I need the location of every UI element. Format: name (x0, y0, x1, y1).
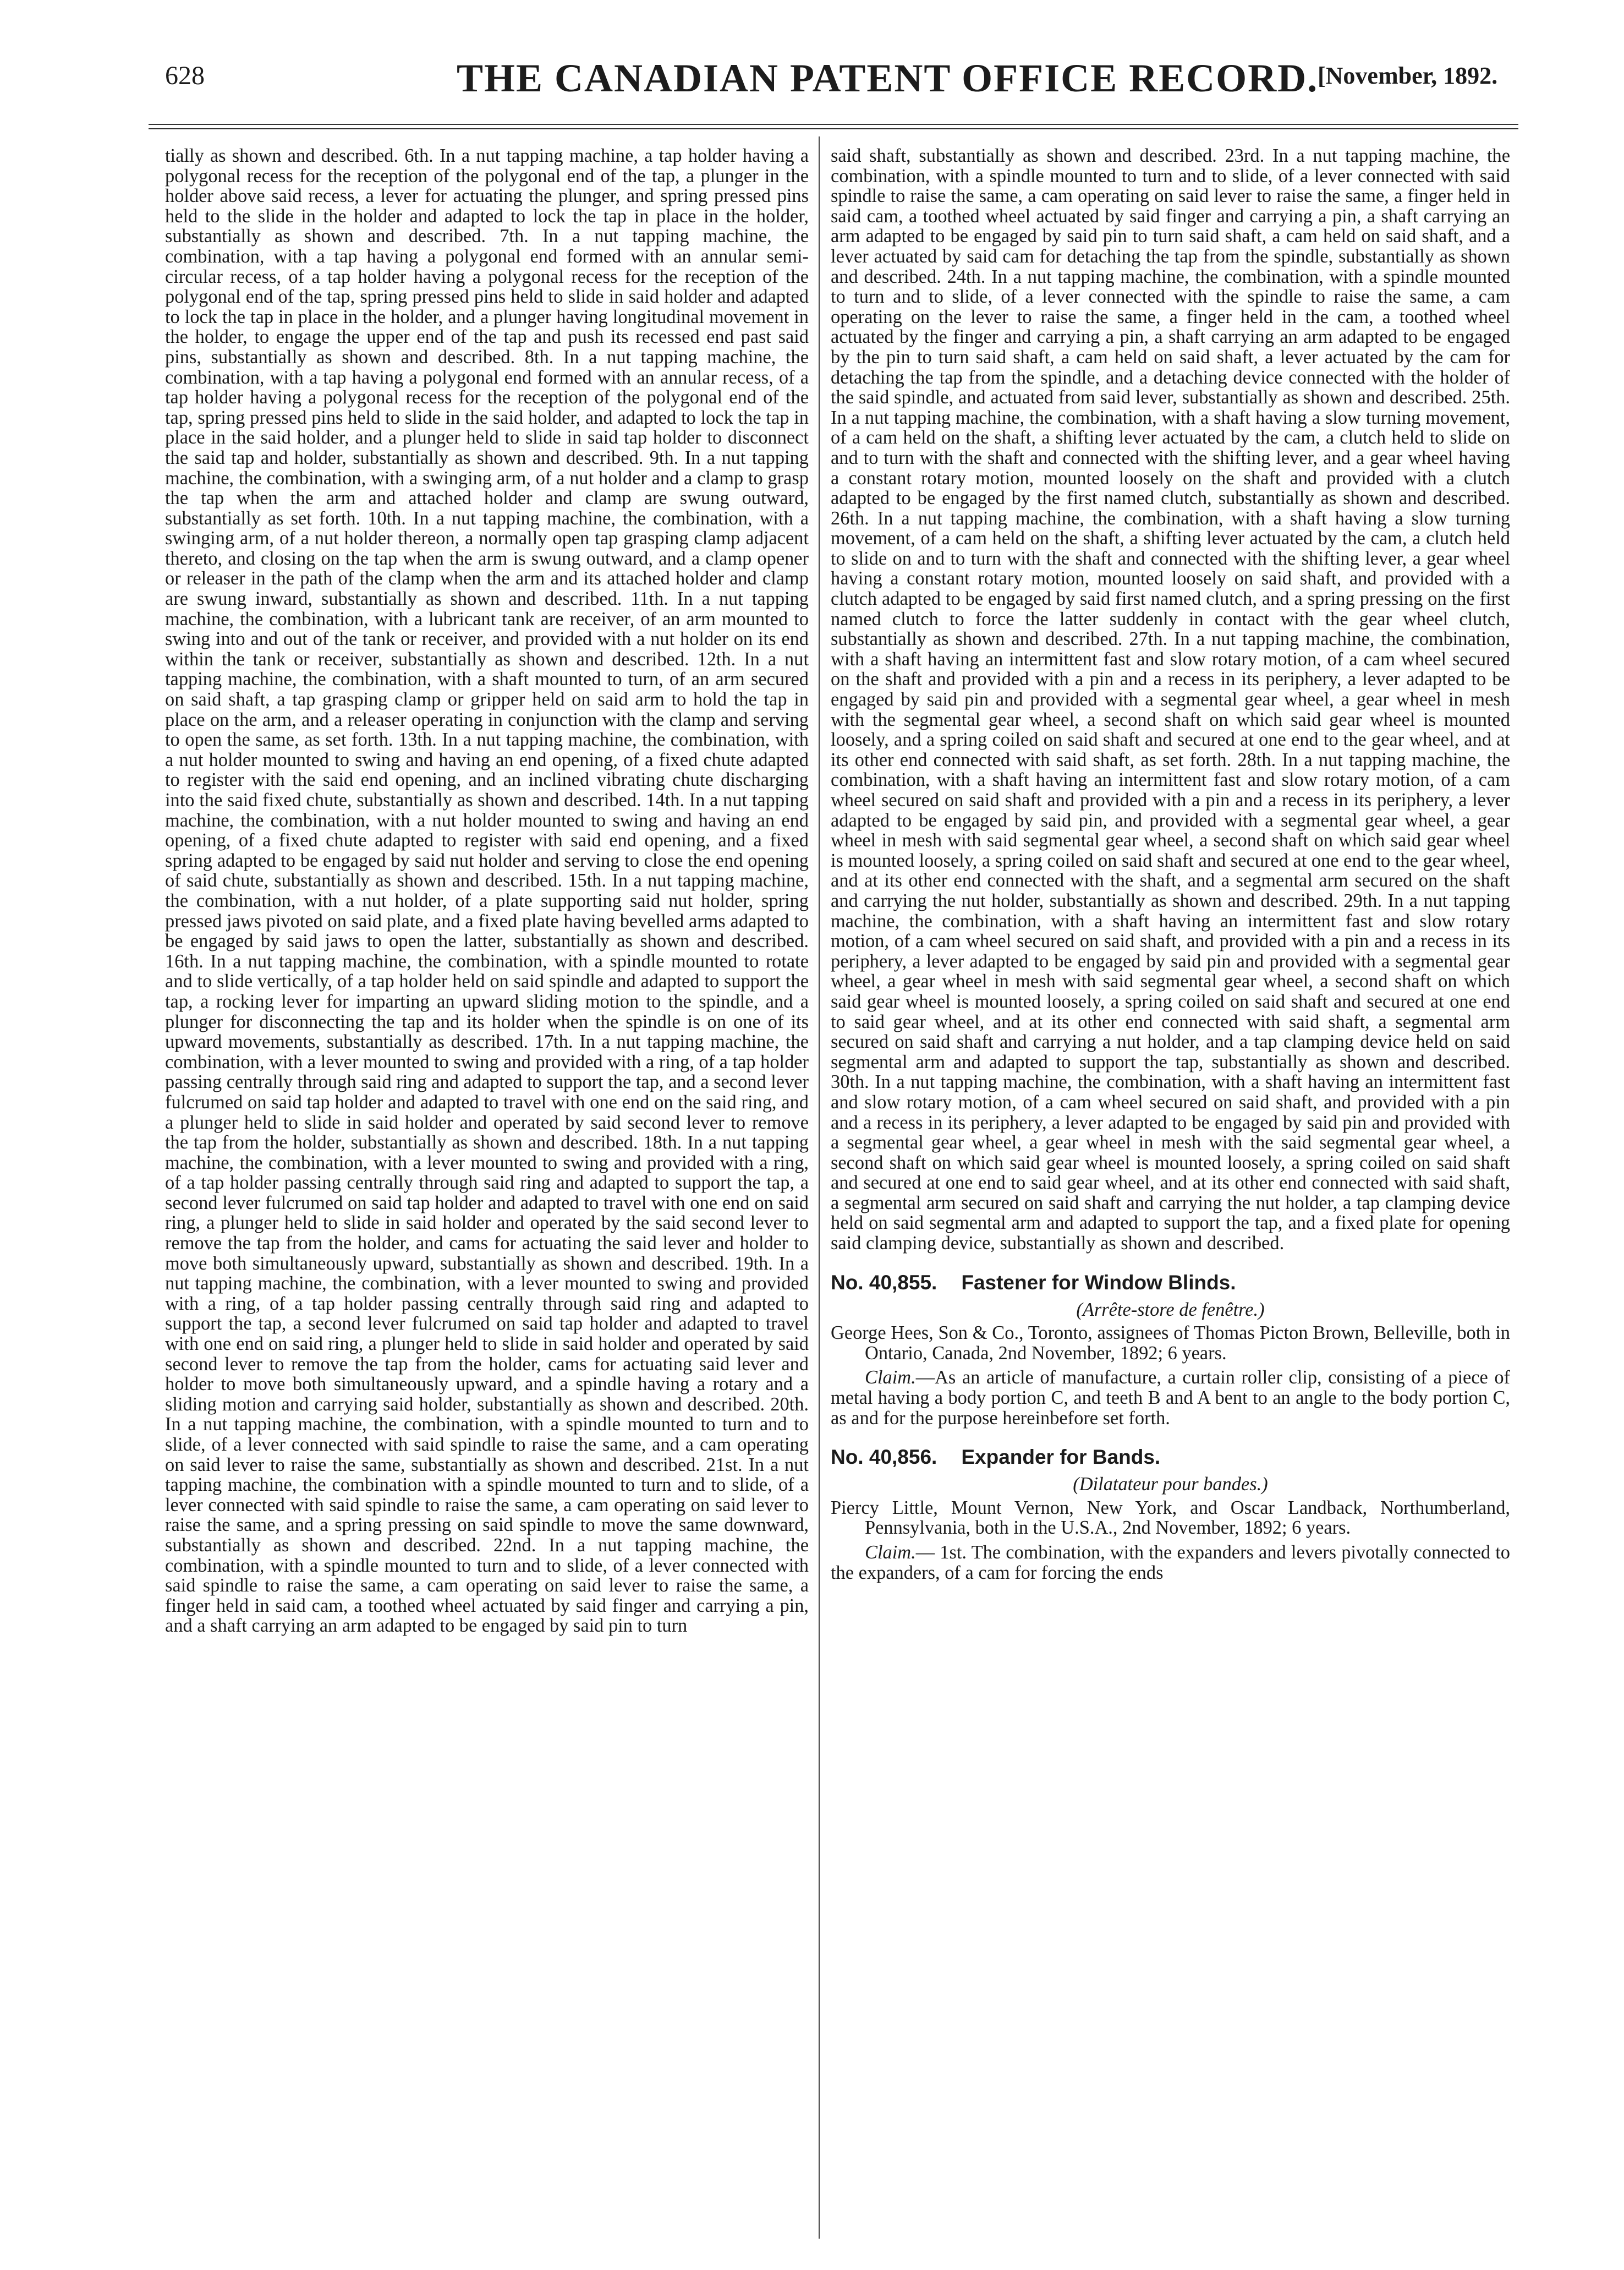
claims-continuation-left: tially as shown and described. 6th. In a nut tapping machine, a tap holder having a polygonal recess for the reception of the polygonal end of the tap, a plunger in the holder above said recess, a lever for actuating the plunger, and spring pressed pins held to the slide in the holder and adapted to lock the tap in place in the holder, substantially as shown and described. 7th. In a nut tapping machine, the combination, with a tap having a polygonal end formed with an annular semi-circular recess, of a tap holder having a polygonal recess for the reception of the polygonal end of the tap, spring pressed pins held to slide in said holder and adapted to lock the tap in place in the holder, and a plunger having longitudinal movement in the holder, to engage the upper end of the tap and push its recessed end past said pins, substantially as shown and described. 8th. In a nut tapping machine, the combination, with a tap having a polygonal end formed with an annular recess, of a tap holder having a polygonal recess for the reception of the polygonal end of the tap, spring pressed pins held to slide in the said holder, and adapted to lock the tap in place in the said holder, and a plunger held to slide in said tap holder to disconnect the said tap and holder, substantially as shown and described. 9th. In a nut tapping machine, the combination, with a swinging arm, of a nut holder and a clamp to grasp the tap when the arm and attached holder and clamp are swung outward, substantially as set forth. 10th. In a nut tapping machine, the combination, with a swinging arm, of a nut holder thereon, a normally open tap grasping clamp adjacent thereto, and closing on the tap when the arm is swung outward, and a clamp opener or releaser in the path of the clamp when the arm and its attached holder and clamp are swung inward, substantially as shown and described. 11th. In a nut tapping machine, the combination, with a lubricant tank are receiver, of an arm mounted to swing into and out of the tank or receiver, and provided with a nut holder on its end within the tank or receiver, substantially as shown and described. 12th. In a nut tapping machine, the combination, with a shaft mounted to turn, of an arm secured on said shaft, a tap grasping clamp or gripper held on said arm to hold the tap in place on the arm, and a releaser operating in conjunction with the clamp and serving to open the same, as set forth. 13th. In a nut tapping machine, the combination, with a nut holder mounted to swing and having an end opening, of a fixed chute adapted to register with the said end opening, and an inclined vibrating chute discharging into the said fixed chute, substantially as shown and described. 14th. In a nut tapping machine, the combination, with a nut holder mounted to swing and having an end opening, of a fixed chute adapted to register with said end opening, and a fixed spring adapted to be engaged by said nut holder and serving to close the end opening of said chute, substantially as shown and described. 15th. In a nut tapping machine, the combination, with a nut holder, of a plate supporting said nut holder, spring pressed jaws pivoted on said plate, and a fixed plate having bevelled arms adapted to be engaged by said jaws to open the latter, substantially as shown and described. 16th. In a nut tapping machine, the combination, with a spindle mounted to rotate and to slide vertically, of a tap holder held on said spindle and adapted to support the tap, a rocking lever for imparting an upward sliding motion to the spindle, and a plunger for disconnecting the tap and its holder when the spindle is on one of its upward movements, substantially as described. 17th. In a nut tapping machine, the combination, with a lever mounted to swing and provided with a ring, of a tap holder passing centrally through said ring and adapted to support the tap, and a second lever fulcrumed on said tap holder and adapted to travel with one end on the said ring, and a plunger held to slide in said holder and operated by said second lever to remove the tap from the holder, substantially as shown and described. 18th. In a nut tapping machine, the combination, with a lever mounted to swing and provided with a ring, of a tap holder passing centrally through said ring and adapted to support the tap, a second lever fulcrumed on said tap holder and adapted to travel with one end on said ring, a plunger held to slide in said holder and operated by the said second lever to remove the tap from the holder, and cams for actuating the said lever and holder to move both simultaneously upward, substantially as shown and described. 19th. In a nut tapping machine, the combination, with a lever mounted to swing and provided with a ring, of a tap holder passing centrally through said ring and adapted to support the tap, a second lever fulcrumed on said tap holder and adapted to travel with one end on said ring, a plunger held to slide in said holder and operated by said second lever to remove the tap from the holder, cams for actuating said lever and holder to move both simultaneously upward, and a spindle having a rotary and a sliding motion and carrying said holder, substantially as shown and described. 20th. In a nut tapping machine, the combination, with a spindle mounted to turn and to slide, of a lever connected with said spindle to raise the same, and a cam operating on said lever to raise the same, substantially as shown and described. 21st. In a nut tapping machine, the combination with a spindle mounted to turn and to slide, of a lever connected with said spindle to raise the same, a cam operating on said lever to raise the same, and a spring pressing on said spindle to move the same downward, substantially as shown and described. 22nd. In a nut tapping machine, the combination, with a spindle mounted to turn and to slide, of a lever connected with said spindle to raise the same, a cam operating on said lever to raise the same, a finger held in said cam, a toothed wheel actuated by said finger and carrying a pin, and a shaft carrying an arm adapted to be engaged by said pin to turn (165, 146, 809, 1637)
claim-paragraph (831, 1368, 1510, 1428)
header-rule-bottom (149, 128, 1518, 129)
page-header (0, 0, 1624, 127)
issue-date: [November, 1892. (1318, 62, 1498, 89)
grant-details: Piercy Little, Mount Vernon, New York, and Oscar Landback, Northumberland, Pennsylvania, both in the U.S.A., 2nd November, 1892; 6 years. (831, 1497, 1510, 1539)
patent-notice (831, 1445, 1510, 1583)
claim-label: Claim. (865, 1367, 916, 1388)
grant-details: George Hees, Son & Co., Toronto, assignees of Thomas Picton Brown, Belleville, both in Ontario, Canada, 2nd November, 1892; 6 years. (831, 1322, 1510, 1364)
patent-number: No. 40,855. (831, 1271, 937, 1294)
patent-title: Fastener for Window Blinds. (961, 1271, 1236, 1294)
notice-heading (831, 1270, 1510, 1295)
patent-number: No. 40,856. (831, 1446, 937, 1469)
journal-title: THE CANADIAN PATENT OFFICE RECORD. (457, 56, 1319, 100)
french-title: (Arrête-store de fenêtre.) (1076, 1299, 1265, 1320)
right-column (831, 146, 1510, 2231)
patent-title: Expander for Bands. (961, 1446, 1161, 1469)
notice-heading (831, 1445, 1510, 1470)
page-number: 628 (165, 61, 205, 90)
left-column (165, 146, 809, 2231)
french-title: (Dilatateur pour bandes.) (1073, 1474, 1268, 1495)
patent-notice (831, 1270, 1510, 1429)
claim-label: Claim. (865, 1542, 916, 1563)
column-divider (819, 136, 820, 2239)
claim-text: — 1st. The combination, with the expanders and levers pivotally connected to the expanders, of a cam for forcing the ends (831, 1542, 1510, 1583)
claims-continuation-right: said shaft, substantially as shown and described. 23rd. In a nut tapping machine, the combination, with a spindle mounted to turn and to slide, of a lever connected with said spindle to raise the same, a cam operating on said lever to raise the same, a finger held in said cam, a toothed wheel actuated by said finger and carrying a pin, a shaft carrying an arm adapted to be engaged by said pin to turn said shaft, a cam held on said shaft, and a lever actuated by said cam for detaching the tap from the spindle, substantially as shown and described. 24th. In a nut tapping machine, the combination, with a spindle mounted to turn and to slide, of a lever connected with the spindle to raise the same, a cam operating on the lever to raise the same, a finger held in the cam, a toothed wheel actuated by the finger and carrying a pin, a shaft carrying an arm adapted to be engaged by the pin to turn said shaft, a cam held on said shaft, a lever actuated by the cam for detaching the tap from the spindle, and a detaching device connected with the holder of the said spindle, and actuated from said lever, substantially as shown and described. 25th. In a nut tapping machine, the combination, with a shaft having a slow turning movement, of a cam held on the shaft, a shifting lever actuated by the cam, a clutch held to slide on and to turn with the shaft and connected with the shifting lever, and a gear wheel having a constant rotary motion, mounted loosely on the shaft and provided with a clutch adapted to be engaged by the first named clutch, substantially as shown and described. 26th. In a nut tapping machine, the combination, with a shaft having a slow turning movement, of a cam held on the shaft, a shifting lever actuated by the cam, a clutch held to slide on and to turn with the shaft and connected with the shifting lever, a gear wheel having a constant rotary motion, mounted loosely on said shaft, and provided with a clutch adapted to be engaged by said first named clutch, and a spring pressing on the first named clutch to force the latter suddenly in contact with the gear wheel clutch, substantially as shown and described. 27th. In a nut tapping machine, the combination, with a shaft having an intermittent fast and slow rotary motion, of a cam wheel secured on the shaft and provided with a pin and a recess in its periphery, a lever adapted to be engaged by said pin and provided with a segmental gear wheel, a gear wheel in mesh with the segmental gear wheel, a second shaft on which said gear wheel is mounted loosely, and a spring coiled on said shaft and secured at one end to the gear wheel, and at its other end connected with said shaft, as set forth. 28th. In a nut tapping machine, the combination, with a shaft having an intermittent fast and slow rotary motion, of a cam wheel secured on said shaft and provided with a pin and a recess in its periphery, a lever adapted to be engaged by said pin, and provided with a segmental gear wheel, a gear wheel in mesh with said segmental gear wheel, a second shaft on which said gear wheel is mounted loosely, a spring coiled on said shaft and secured at one end to the gear wheel, and at its other end connected with the shaft, and a segmental arm secured on the shaft and carrying the nut holder, substantially as shown and described. 29th. In a nut tapping machine, the combination, with a shaft having an intermittent fast and slow rotary motion, of a cam wheel secured on said shaft, and provided with a pin and a recess in its periphery, a lever adapted to be engaged by said pin and provided with a segmental gear wheel, a gear wheel in mesh with said segmental gear wheel, a second shaft on which said gear wheel is mounted loosely, a spring coiled on said shaft and secured at one end to said gear wheel, and at its other end connected with said shaft, a segmental arm secured on said shaft and carrying a nut holder, and a tap clamping device held on said segmental arm and adapted to support the tap, substantially as shown and described. 30th. In a nut tapping machine, the combination, with a shaft having an intermittent fast and slow rotary motion, of a cam wheel secured on said shaft, and provided with a pin and a recess in its periphery, a lever adapted to be engaged by said pin and provided with a segmental gear wheel, a gear wheel in mesh with the said segmental gear wheel, a second shaft on which said gear wheel is mounted loosely, a spring coiled on said shaft and secured at one end to said gear wheel, and at its other end connected with said shaft, a segmental arm secured on said shaft and carrying the nut holder, a tap clamping device held on said segmental arm and adapted to support the tap, and a fixed plate for opening said clamping device, substantially as shown and described. (831, 146, 1510, 1254)
claim-text: —As an article of manufacture, a curtain roller clip, consisting of a piece of metal having a body portion C, and teeth B and A bent to an angle to the body portion C, as and for the purpose hereinbefore set forth. (831, 1367, 1510, 1429)
claim-paragraph (831, 1542, 1510, 1583)
header-rule-top (149, 124, 1518, 125)
